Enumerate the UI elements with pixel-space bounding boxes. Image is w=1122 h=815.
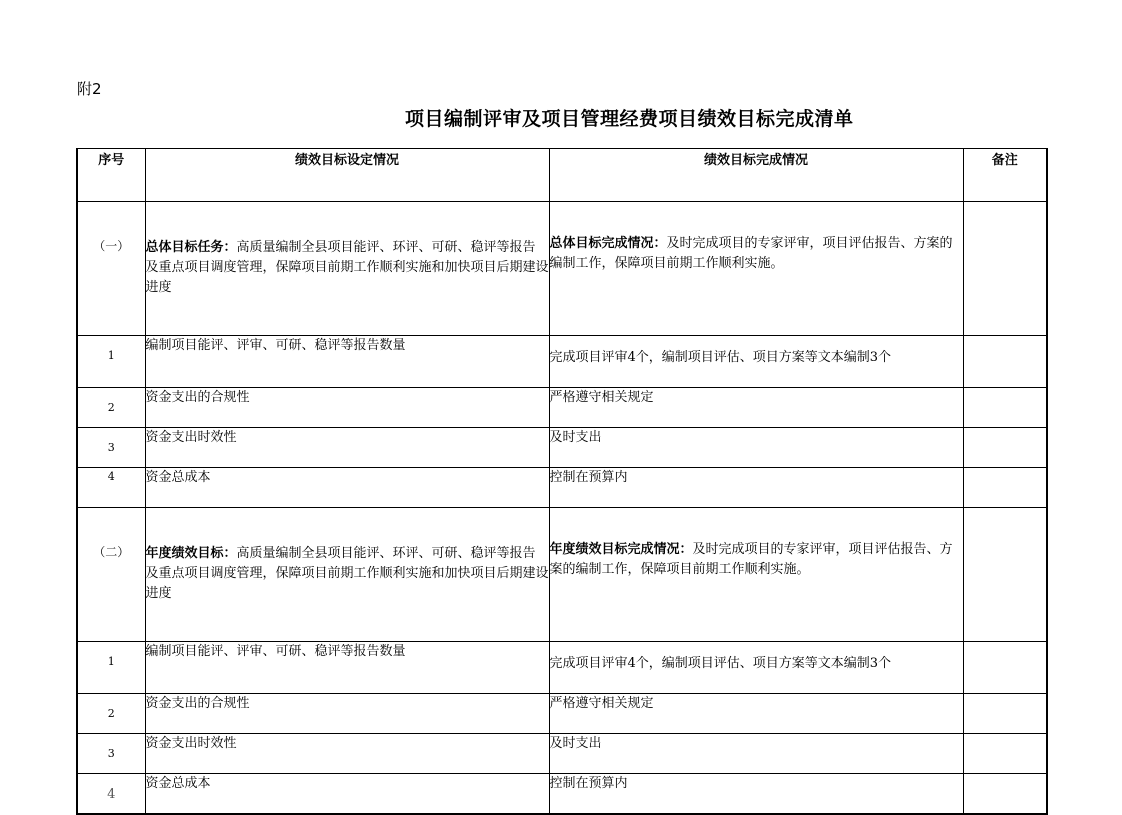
row-remark <box>963 336 1047 388</box>
row-remark <box>963 428 1047 468</box>
row-seq: 2 <box>77 388 145 428</box>
page-title: 项目编制评审及项目管理经费项目绩效目标完成清单 <box>405 108 854 130</box>
row-seq: 4 <box>77 774 145 815</box>
table-row <box>77 734 1047 774</box>
table-row <box>77 388 1047 428</box>
row-completion: 控制在预算内 <box>549 774 963 815</box>
table-row <box>77 428 1047 468</box>
row-target: 资金支出时效性 <box>145 734 549 774</box>
row-target: 资金总成本 <box>145 774 549 815</box>
section-remark <box>963 202 1047 336</box>
row-completion: 及时支出 <box>549 428 963 468</box>
row-target: 资金支出的合规性 <box>145 388 549 428</box>
header-target: 绩效目标设定情况 <box>145 149 549 202</box>
section-remark <box>963 508 1047 642</box>
section-target <box>145 202 549 336</box>
row-seq: 1 <box>77 642 145 694</box>
completion-label: 年度绩效目标完成情况： <box>549 542 693 557</box>
row-remark <box>963 734 1047 774</box>
header-remark: 备注 <box>963 149 1047 202</box>
row-remark <box>963 642 1047 694</box>
section-completion <box>549 202 963 336</box>
section-seq: （一） <box>77 202 145 336</box>
row-completion: 严格遵守相关规定 <box>549 694 963 734</box>
table-row <box>77 642 1047 694</box>
completion-text: 及时完成项目的专家评审，项目评估报告、方案的编制工作，保障项目前期工作顺利实施。 <box>549 542 953 577</box>
row-seq: 4 <box>77 468 145 508</box>
section-row <box>77 202 1047 336</box>
row-completion: 完成项目评审4个，编制项目评估、项目方案等文本编制3个 <box>549 642 963 694</box>
target-label: 总体目标任务： <box>145 240 237 255</box>
row-target: 编制项目能评、评审、可研、稳评等报告数量 <box>145 336 549 388</box>
table-row <box>77 694 1047 734</box>
row-completion: 完成项目评审4个，编制项目评估、项目方案等文本编制3个 <box>549 336 963 388</box>
completion-text: 及时完成项目的专家评审，项目评估报告、方案的编制工作，保障项目前期工作顺利实施。 <box>549 236 953 271</box>
row-target: 资金支出的合规性 <box>145 694 549 734</box>
row-seq: 3 <box>77 428 145 468</box>
section-target <box>145 508 549 642</box>
attachment-label: 附2 <box>77 80 102 98</box>
target-text: 高质量编制全县项目能评、环评、可研、稳评等报告及重点项目调度管理，保障项目前期工作顺利实施和加快项目后期建设进度 <box>145 546 549 601</box>
target-label: 年度绩效目标： <box>145 546 237 561</box>
completion-label: 总体目标完成情况： <box>549 236 667 251</box>
row-seq: 1 <box>77 336 145 388</box>
row-seq: 3 <box>77 734 145 774</box>
row-target: 编制项目能评、评审、可研、稳评等报告数量 <box>145 642 549 694</box>
row-seq: 2 <box>77 694 145 734</box>
section-completion <box>549 508 963 642</box>
row-target: 资金支出时效性 <box>145 428 549 468</box>
target-text: 高质量编制全县项目能评、环评、可研、稳评等报告及重点项目调度管理，保障项目前期工作顺利实施和加快项目后期建设进度 <box>145 240 549 295</box>
table-header-row <box>77 149 1047 202</box>
table-row <box>77 468 1047 508</box>
header-seq: 序号 <box>77 149 145 202</box>
section-seq: （二） <box>77 508 145 642</box>
header-completion: 绩效目标完成情况 <box>549 149 963 202</box>
row-completion: 及时支出 <box>549 734 963 774</box>
row-completion: 控制在预算内 <box>549 468 963 508</box>
table-row <box>77 336 1047 388</box>
row-target: 资金总成本 <box>145 468 549 508</box>
row-remark <box>963 694 1047 734</box>
row-remark <box>963 388 1047 428</box>
row-remark <box>963 468 1047 508</box>
row-completion: 严格遵守相关规定 <box>549 388 963 428</box>
performance-table <box>76 148 1048 815</box>
section-row <box>77 508 1047 642</box>
